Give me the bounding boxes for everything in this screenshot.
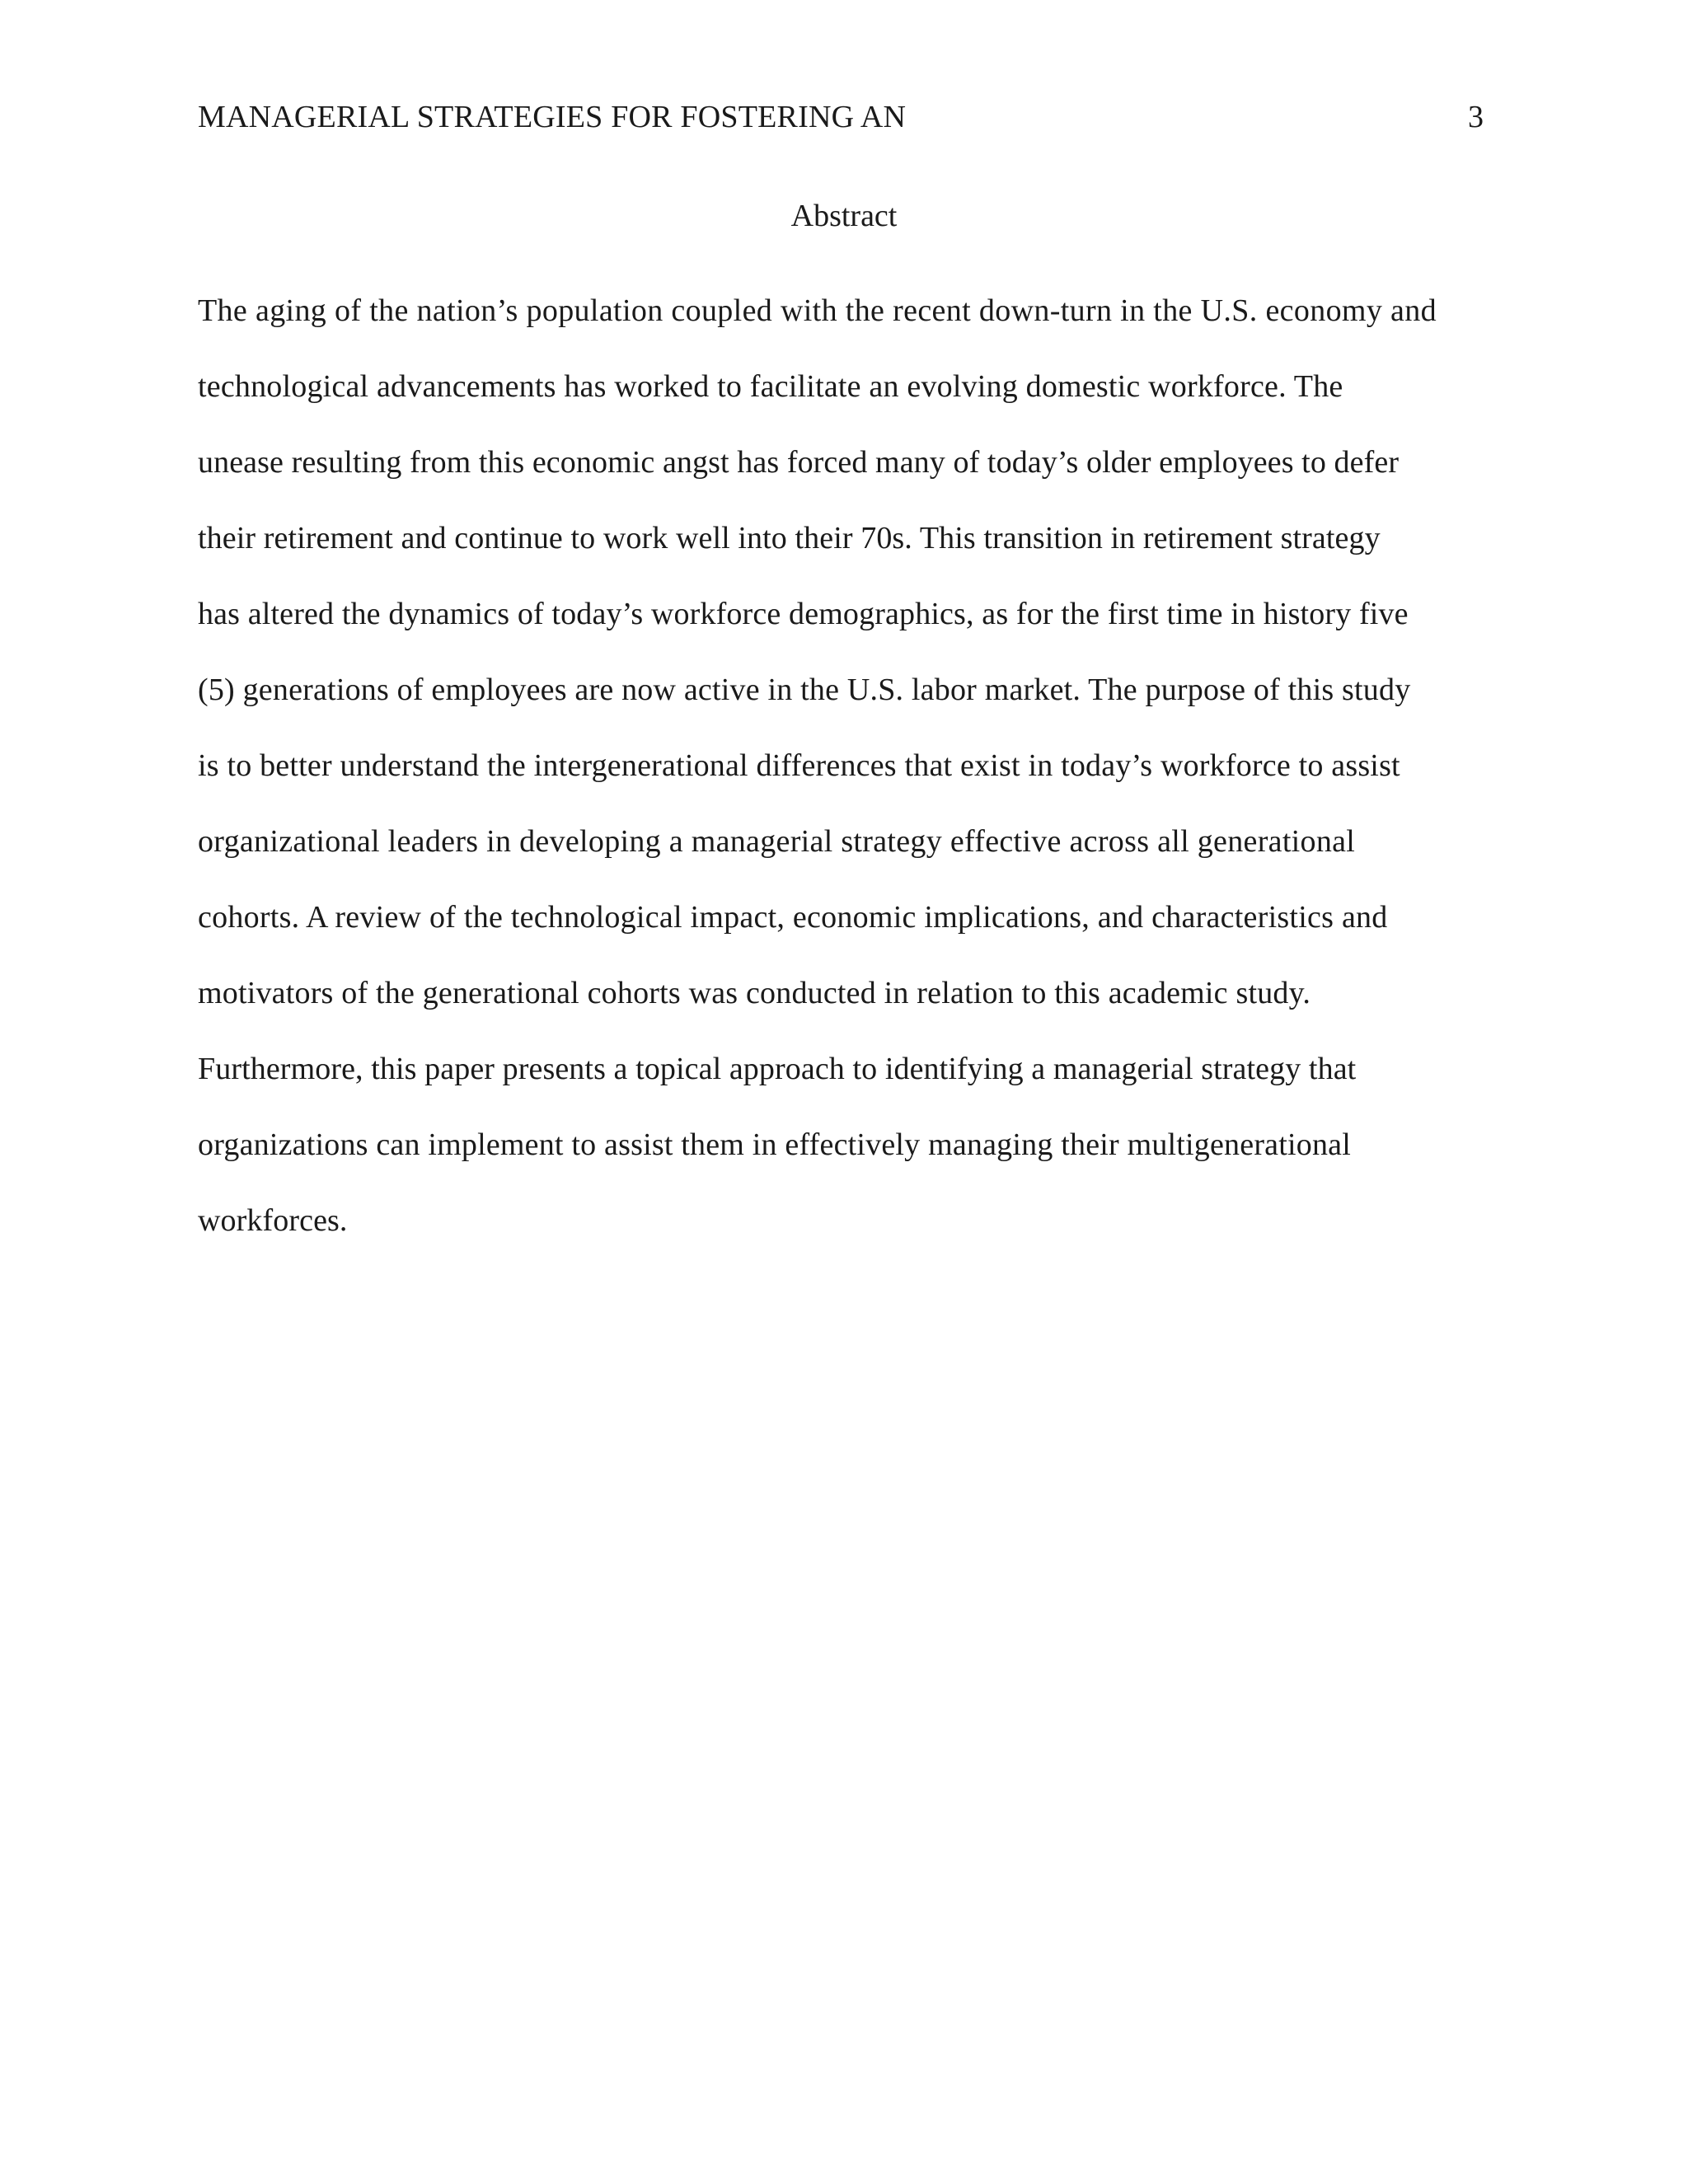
abstract-line: organizations can implement to assist them in effectively managing their multigenerational xyxy=(198,1127,1351,1162)
running-head: MANAGERIAL STRATEGIES FOR FOSTERING AN xyxy=(198,100,907,134)
abstract-line: motivators of the generational cohorts was conducted in relation to this academic study. xyxy=(198,976,1311,1010)
abstract-line: their retirement and continue to work well into their 70s. This transition in retirement strategy xyxy=(198,521,1381,555)
abstract-line: cohorts. A review of the technological impact, economic implications, and characteristics and xyxy=(198,900,1388,935)
abstract-line: is to better understand the intergenerational differences that exist in today’s workforce to assist xyxy=(198,748,1400,783)
abstract-heading: Abstract xyxy=(790,199,898,233)
abstract-line: has altered the dynamics of today’s workforce demographics, as for the first time in history five xyxy=(198,597,1409,631)
page-number: 3 xyxy=(1468,100,1484,134)
abstract-line: Furthermore, this paper presents a topical approach to identifying a managerial strategy that xyxy=(198,1052,1357,1086)
abstract-line: The aging of the nation’s population coupled with the recent down-turn in the U.S. economy and xyxy=(198,293,1437,328)
abstract-line: workforces. xyxy=(198,1203,348,1238)
abstract-line: unease resulting from this economic angst has forced many of today’s older employees to defer xyxy=(198,445,1400,480)
abstract-line: organizational leaders in developing a managerial strategy effective across all generational xyxy=(198,824,1356,859)
abstract-line: (5) generations of employees are now active in the U.S. labor market. The purpose of this study xyxy=(198,673,1411,707)
abstract-line: technological advancements has worked to facilitate an evolving domestic workforce. The xyxy=(198,369,1343,404)
